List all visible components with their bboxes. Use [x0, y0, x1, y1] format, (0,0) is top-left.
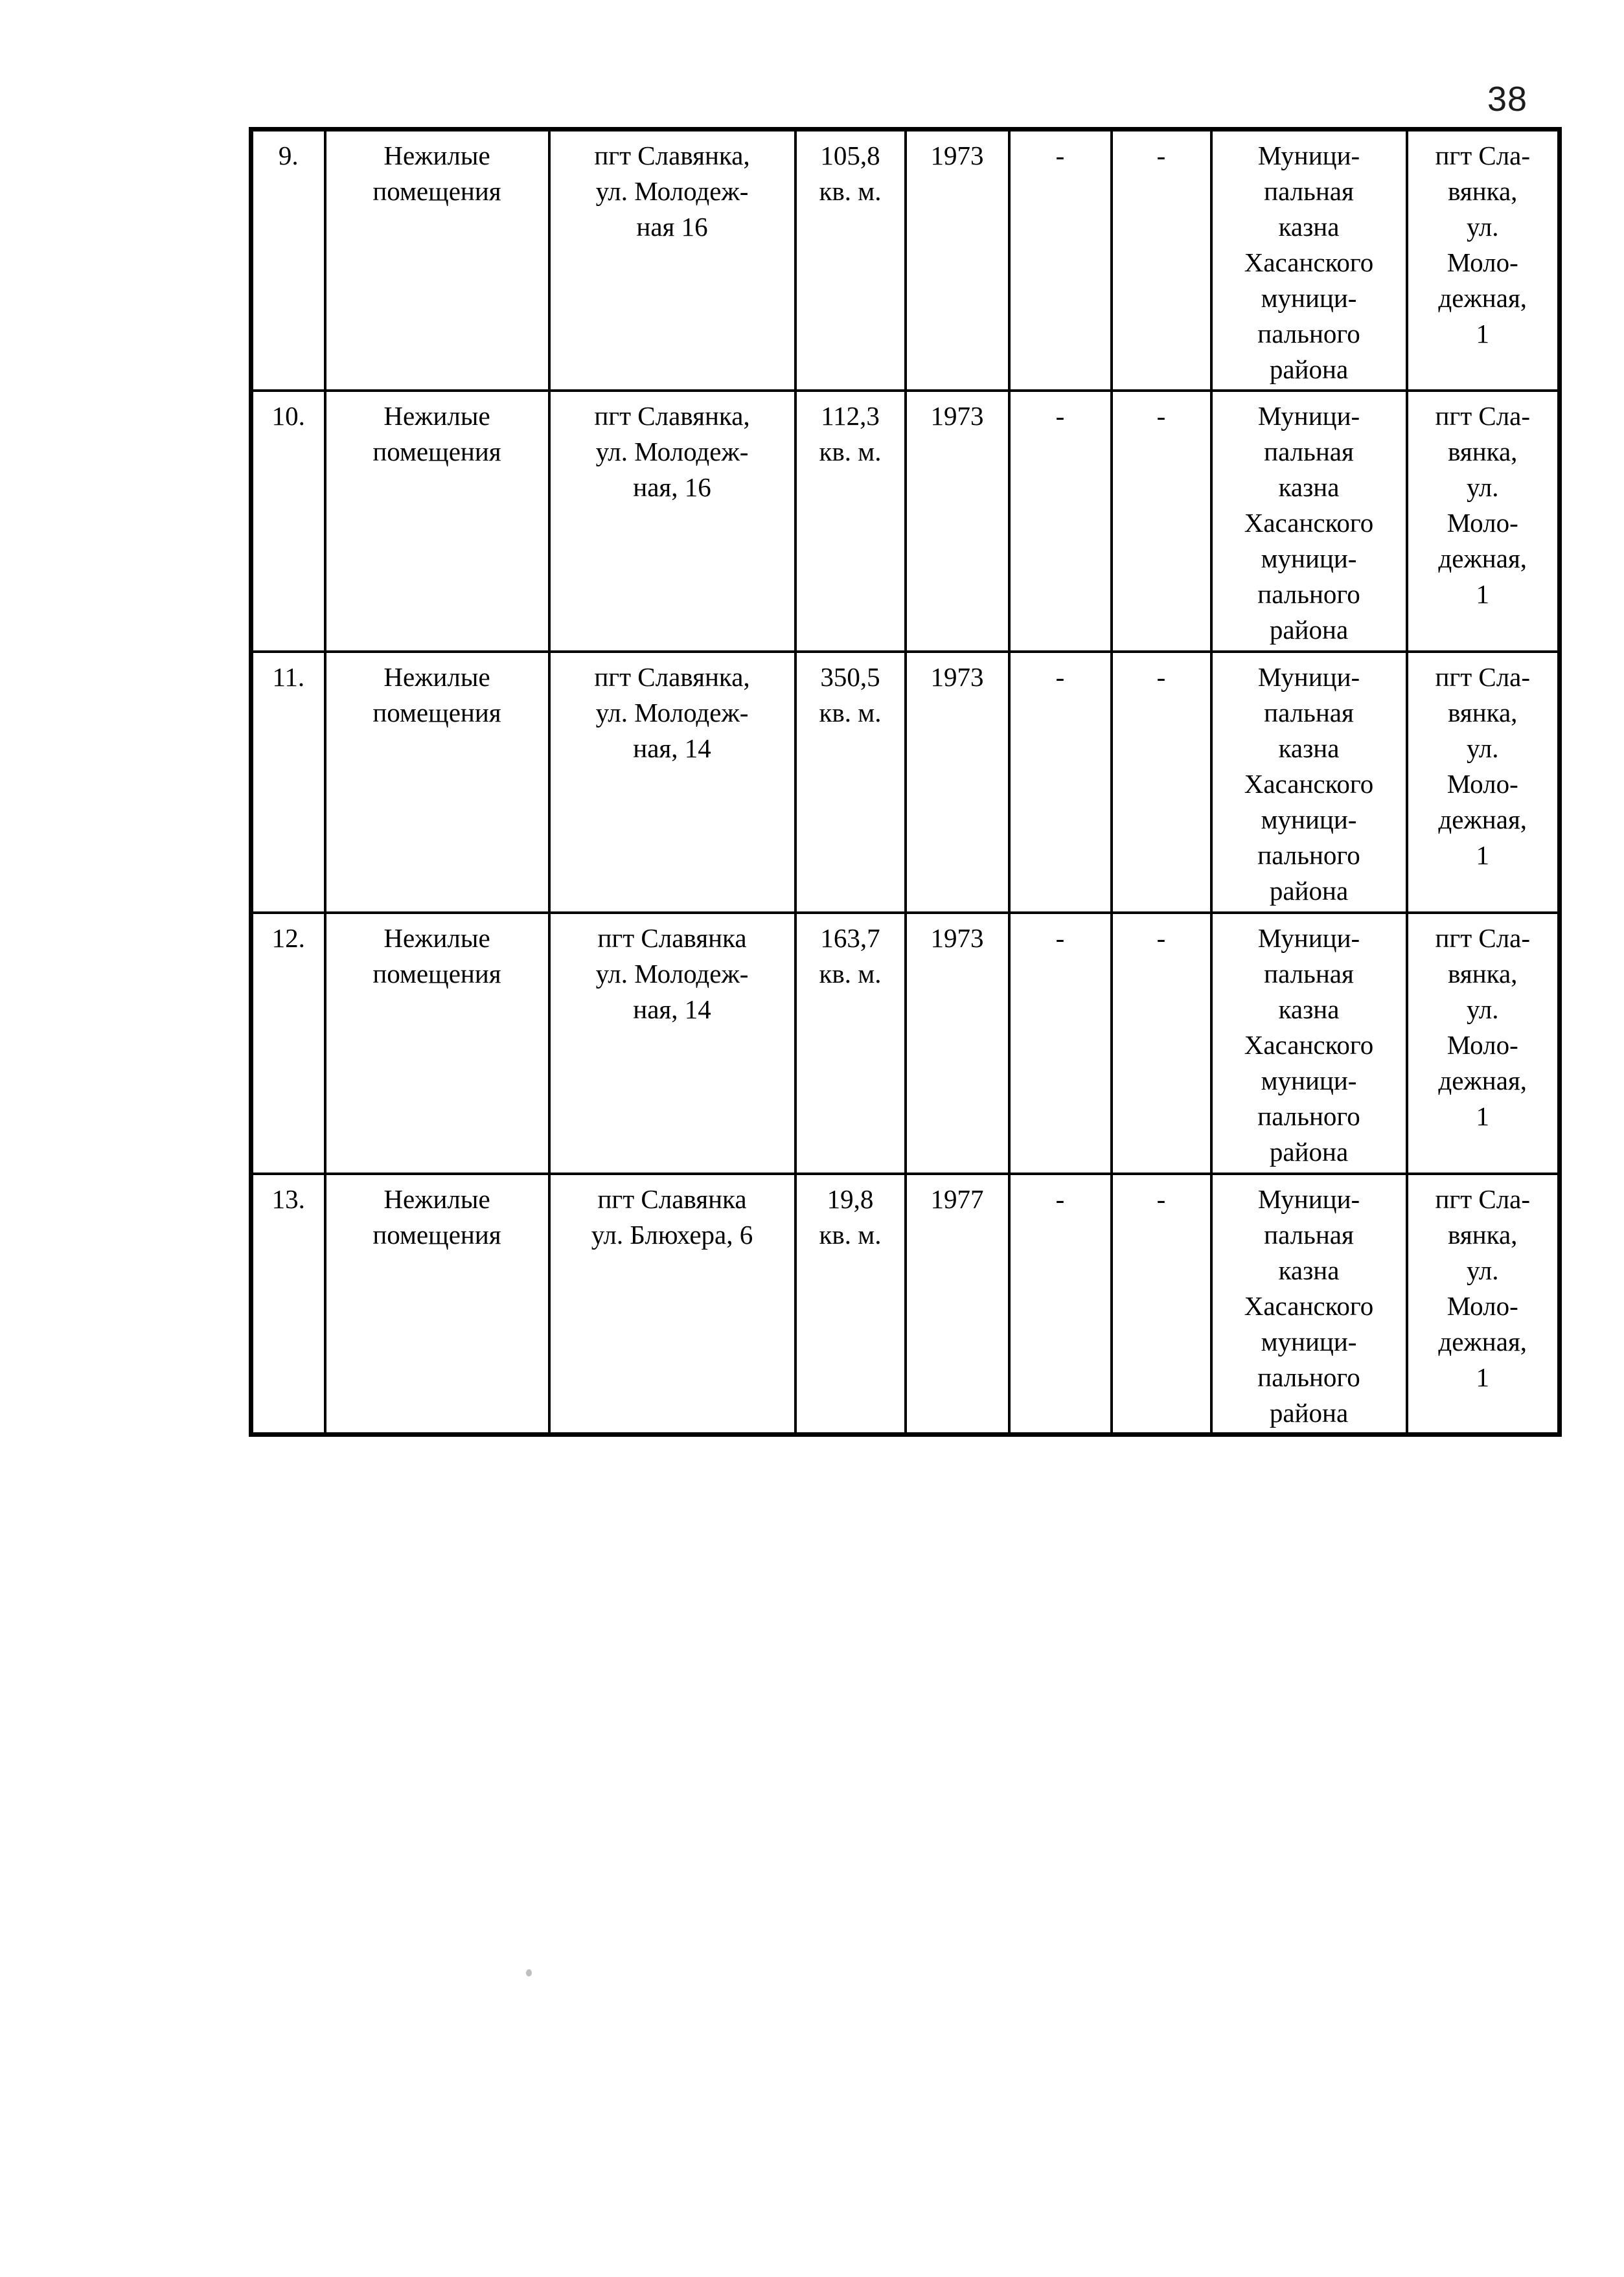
object-address-cell — [549, 913, 795, 1174]
cell-text-line: муници- — [1261, 283, 1357, 313]
cell-text-line: кв. м. — [819, 697, 882, 727]
cell-text-line: кв. м. — [819, 176, 882, 206]
cell-text-line: Муници- — [1257, 400, 1360, 431]
cell-text-line: муници- — [1261, 1326, 1357, 1356]
dash-cell: - — [1112, 391, 1211, 652]
cell-text-line: кв. м. — [819, 958, 882, 989]
cell-text-line: пального — [1257, 1101, 1360, 1131]
municipal-property-table — [249, 127, 1562, 1437]
cell-text-line: пального — [1257, 319, 1360, 349]
cell-text-line: кв. м. — [819, 436, 882, 466]
cell-text-line: Моло- — [1447, 247, 1518, 277]
year-cell: 1973 — [906, 130, 1009, 391]
cell-text-line: пгт Сла- — [1435, 141, 1531, 170]
cell-text-line: пгт Славянка, — [594, 400, 750, 431]
cell-text-line: района — [1269, 1397, 1349, 1428]
cell-text-line: пгт Сла- — [1435, 400, 1531, 431]
cell-text-line: пальная — [1264, 697, 1354, 727]
row-number-cell: 12. — [251, 913, 325, 1174]
dash-cell: - — [1009, 913, 1112, 1174]
year-cell: 1977 — [906, 1174, 1009, 1435]
cell-text-line: ул. — [1467, 472, 1499, 502]
cell-text-line: помещения — [372, 697, 501, 727]
cell-text-line: дежная, — [1438, 1326, 1527, 1356]
cell-text-line: дежная, — [1438, 543, 1527, 573]
cell-text-line: пальная — [1264, 436, 1354, 466]
cell-text-line: помещения — [372, 1219, 501, 1250]
cell-text-line: 112,3 — [821, 400, 880, 431]
cell-text-line: Нежилые — [383, 922, 490, 953]
cell-text-line: пгт Славянка, — [594, 661, 750, 692]
dash-cell: - — [1009, 130, 1112, 391]
cell-text-line: Хасанского — [1244, 507, 1374, 538]
owner-address-cell — [1407, 1174, 1560, 1435]
cell-text-line: 105,8 — [820, 141, 880, 170]
object-address-cell — [549, 652, 795, 913]
row-number-cell: 10. — [251, 391, 325, 652]
cell-text-line: помещения — [372, 176, 501, 206]
cell-text-line: пгт Славянка — [597, 1184, 747, 1214]
cell-text-line: ул. Молодеж- — [595, 176, 749, 206]
cell-text-line: казна — [1278, 472, 1340, 502]
cell-text-line: Нежилые — [383, 1184, 490, 1214]
cell-text-line: ул. — [1467, 994, 1499, 1024]
cell-text-line: 1 — [1476, 1362, 1489, 1392]
cell-text-line: 1 — [1476, 578, 1489, 609]
cell-text-line: Хасанского — [1244, 1290, 1374, 1321]
cell-text-line: дежная, — [1438, 804, 1527, 834]
cell-text-line: пгт Сла- — [1435, 922, 1531, 953]
cell-text-line: кв. м. — [819, 1219, 882, 1250]
cell-text-line: ул. Молодеж- — [595, 958, 749, 989]
cell-text-line: вянка, — [1448, 958, 1518, 989]
cell-text-line: помещения — [372, 958, 501, 989]
cell-text-line: вянка, — [1448, 436, 1518, 466]
cell-text-line: Муници- — [1257, 141, 1360, 170]
area-cell — [795, 913, 906, 1174]
dash-cell: - — [1009, 652, 1112, 913]
table-row — [251, 1174, 1560, 1435]
cell-text-line: помещения — [372, 436, 501, 466]
cell-text-line: Моло- — [1447, 507, 1518, 538]
cell-text-line: муници- — [1261, 543, 1357, 573]
object-address-cell — [549, 130, 795, 391]
cell-text-line: вянка, — [1448, 176, 1518, 206]
dash-cell: - — [1112, 130, 1211, 391]
cell-text-line: пальная — [1264, 958, 1354, 989]
dash-cell: - — [1112, 652, 1211, 913]
table-row — [251, 391, 1560, 652]
row-number-cell: 11. — [251, 652, 325, 913]
row-number-cell: 9. — [251, 130, 325, 391]
cell-text-line: ул. — [1467, 733, 1499, 763]
dash-cell: - — [1112, 1174, 1211, 1435]
cell-text-line: пального — [1257, 840, 1360, 870]
cell-text-line: ная, 16 — [633, 472, 711, 502]
cell-text-line: Муници- — [1257, 1184, 1360, 1214]
area-cell — [795, 1174, 906, 1435]
scan-speck-artifact — [526, 1969, 532, 1976]
area-cell — [795, 652, 906, 913]
cell-text-line: пальная — [1264, 1219, 1354, 1250]
cell-text-line: Моло- — [1447, 1029, 1518, 1060]
cell-text-line: казна — [1278, 733, 1340, 763]
cell-text-line: ул. — [1467, 212, 1499, 242]
area-cell — [795, 391, 906, 652]
owner-address-cell — [1407, 130, 1560, 391]
object-name-cell — [325, 913, 549, 1174]
cell-text-line: ул. Блюхера, 6 — [591, 1219, 753, 1250]
cell-text-line: Нежилые — [383, 400, 490, 431]
cell-text-line: муници- — [1261, 1065, 1357, 1095]
cell-text-line: ул. — [1467, 1255, 1499, 1285]
cell-text-line: Нежилые — [383, 661, 490, 692]
year-cell: 1973 — [906, 652, 1009, 913]
object-name-cell — [325, 1174, 549, 1435]
cell-text-line: казна — [1278, 994, 1340, 1024]
dash-cell: - — [1112, 913, 1211, 1174]
year-cell: 1973 — [906, 391, 1009, 652]
cell-text-line: муници- — [1261, 804, 1357, 834]
cell-text-line: ная 16 — [636, 212, 708, 242]
cell-text-line: Муници- — [1257, 922, 1360, 953]
cell-text-line: Муници- — [1257, 661, 1360, 692]
cell-text-line: ул. Молодеж- — [595, 697, 749, 727]
cell-text-line: пального — [1257, 1362, 1360, 1392]
cell-text-line: района — [1269, 354, 1349, 384]
cell-text-line: казна — [1278, 212, 1340, 242]
cell-text-line: пгт Славянка — [597, 922, 747, 953]
owner-address-cell — [1407, 913, 1560, 1174]
cell-text-line: пальная — [1264, 176, 1354, 206]
cell-text-line: 1 — [1476, 1101, 1489, 1131]
object-address-cell — [549, 391, 795, 652]
cell-text-line: 163,7 — [820, 922, 880, 953]
dash-cell: - — [1009, 391, 1112, 652]
row-number-cell: 13. — [251, 1174, 325, 1435]
owner-address-cell — [1407, 652, 1560, 913]
cell-text-line: Хасанского — [1244, 1029, 1374, 1060]
owner-cell — [1211, 652, 1407, 913]
cell-text-line: вянка, — [1448, 697, 1518, 727]
cell-text-line: 19,8 — [827, 1184, 874, 1214]
owner-cell — [1211, 130, 1407, 391]
cell-text-line: Моло- — [1447, 768, 1518, 799]
cell-text-line: казна — [1278, 1255, 1340, 1285]
cell-text-line: 1 — [1476, 319, 1489, 349]
table-row — [251, 913, 1560, 1174]
cell-text-line: района — [1269, 875, 1349, 906]
dash-cell: - — [1009, 1174, 1112, 1435]
owner-cell — [1211, 391, 1407, 652]
cell-text-line: ная, 14 — [633, 733, 711, 763]
cell-text-line: района — [1269, 614, 1349, 645]
cell-text-line: дежная, — [1438, 1065, 1527, 1095]
cell-text-line: Хасанского — [1244, 768, 1374, 799]
cell-text-line: пгт Сла- — [1435, 661, 1531, 692]
owner-cell — [1211, 913, 1407, 1174]
cell-text-line: пгт Сла- — [1435, 1184, 1531, 1214]
owner-cell — [1211, 1174, 1407, 1435]
object-name-cell — [325, 391, 549, 652]
year-cell: 1973 — [906, 913, 1009, 1174]
object-name-cell — [325, 130, 549, 391]
owner-address-cell — [1407, 391, 1560, 652]
cell-text-line: 1 — [1476, 840, 1489, 870]
area-cell — [795, 130, 906, 391]
page-number: 38 — [1487, 80, 1528, 119]
cell-text-line: пального — [1257, 578, 1360, 609]
cell-text-line: вянка, — [1448, 1219, 1518, 1250]
cell-text-line: Хасанского — [1244, 247, 1374, 277]
cell-text-line: ная, 14 — [633, 994, 711, 1024]
cell-text-line: 350,5 — [820, 661, 880, 692]
cell-text-line: Моло- — [1447, 1290, 1518, 1321]
object-address-cell — [549, 1174, 795, 1435]
table-row — [251, 652, 1560, 913]
cell-text-line: ул. Молодеж- — [595, 436, 749, 466]
cell-text-line: дежная, — [1438, 283, 1527, 313]
cell-text-line: района — [1269, 1136, 1349, 1167]
cell-text-line: Нежилые — [383, 141, 490, 170]
cell-text-line: пгт Славянка, — [594, 141, 750, 170]
object-name-cell — [325, 652, 549, 913]
table-row — [251, 130, 1560, 391]
